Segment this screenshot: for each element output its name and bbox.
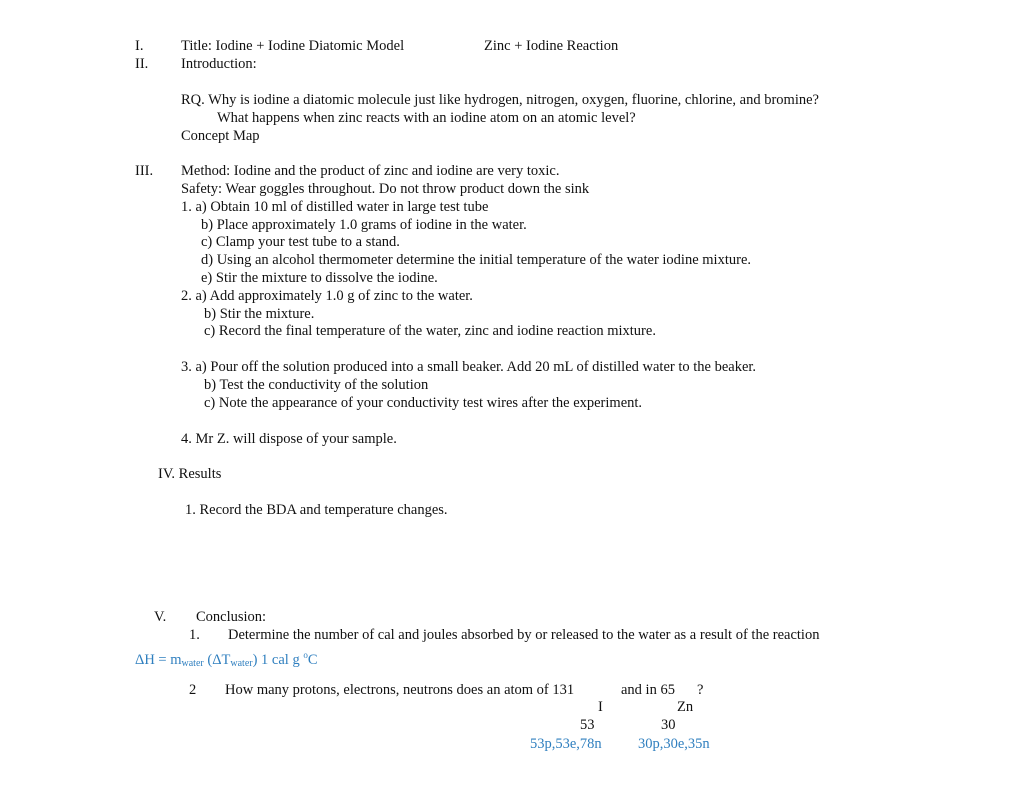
conclusion-item-2-number: 2 [189,682,197,698]
step-4: 4. Mr Z. will dispose of your sample. [181,431,397,447]
safety-line: Safety: Wear goggles throughout. Do not throw product down the sink [181,181,590,197]
results-item-1: 1. Record the BDA and temperature changes. [185,502,448,518]
conclusion-item-2-text: How many protons, electrons, neutrons does an atom of 131 [225,682,575,698]
section-v-numeral: V. [154,609,167,625]
step-3b: b) Test the conductivity of the solution [204,377,429,393]
iodine-answer: 53p,53e,78n [530,736,602,752]
step-2c: c) Record the final temperature of the water, zinc and iodine reaction mixture. [204,323,656,339]
step-1d: d) Using an alcohol thermometer determine the initial temperature of the water iodine mixture. [201,252,752,268]
section-iii-numeral: III. [135,163,154,179]
step-1c: c) Clamp your test tube to a stand. [201,234,400,250]
step-3c: c) Note the appearance of your conductivity test wires after the experiment. [204,395,643,411]
results-heading: IV. Results [158,466,222,482]
conclusion-item-2-question-mark: ? [697,682,704,698]
step-1b: b) Place approximately 1.0 grams of iodine in the water. [201,217,527,233]
step-1a: 1. a) Obtain 10 ml of distilled water in large test tube [181,199,489,215]
step-2a: 2. a) Add approximately 1.0 g of zinc to the water. [181,288,473,304]
zinc-answer: 30p,30e,35n [638,736,710,752]
enthalpy-formula: $\Delta H = m_{water}$ $(\Delta T_{water})$ 1 cal g $^o$C [135,650,318,669]
conclusion-item-2-and: and in 65 [621,682,675,698]
concept-map-label: Concept Map [181,128,260,144]
section-ii-numeral: II. [135,56,149,72]
step-3a: 3. a) Pour off the solution produced into a small beaker. Add 20 mL of distilled water to the beaker. [181,359,757,375]
zinc-symbol: Zn [677,699,694,715]
zinc-atomic-number: 30 [661,717,676,733]
title-line: Title: Iodine + Iodine Diatomic Model [181,38,405,54]
introduction-heading: Introduction: [181,56,257,72]
conclusion-item-1-text: Determine the number of cal and joules absorbed by or released to the water as a result of the reaction [228,627,820,643]
iodine-symbol: I [598,699,603,715]
iodine-atomic-number: 53 [580,717,595,733]
step-2b: b) Stir the mixture. [204,306,315,322]
section-i-numeral: I. [135,38,144,54]
title-line-2: Zinc + Iodine Reaction [484,38,619,54]
method-line: Method: Iodine and the product of zinc and iodine are very toxic. [181,163,560,179]
research-question-1: RQ. Why is iodine a diatomic molecule just like hydrogen, nitrogen, oxygen, fluorine, chlorine, and bromine? [181,92,819,108]
research-question-2: What happens when zinc reacts with an iodine atom on an atomic level? [217,110,636,126]
conclusion-item-1-number: 1. [189,627,200,643]
step-1e: e) Stir the mixture to dissolve the iodine. [201,270,438,286]
conclusion-heading: Conclusion: [196,609,267,625]
